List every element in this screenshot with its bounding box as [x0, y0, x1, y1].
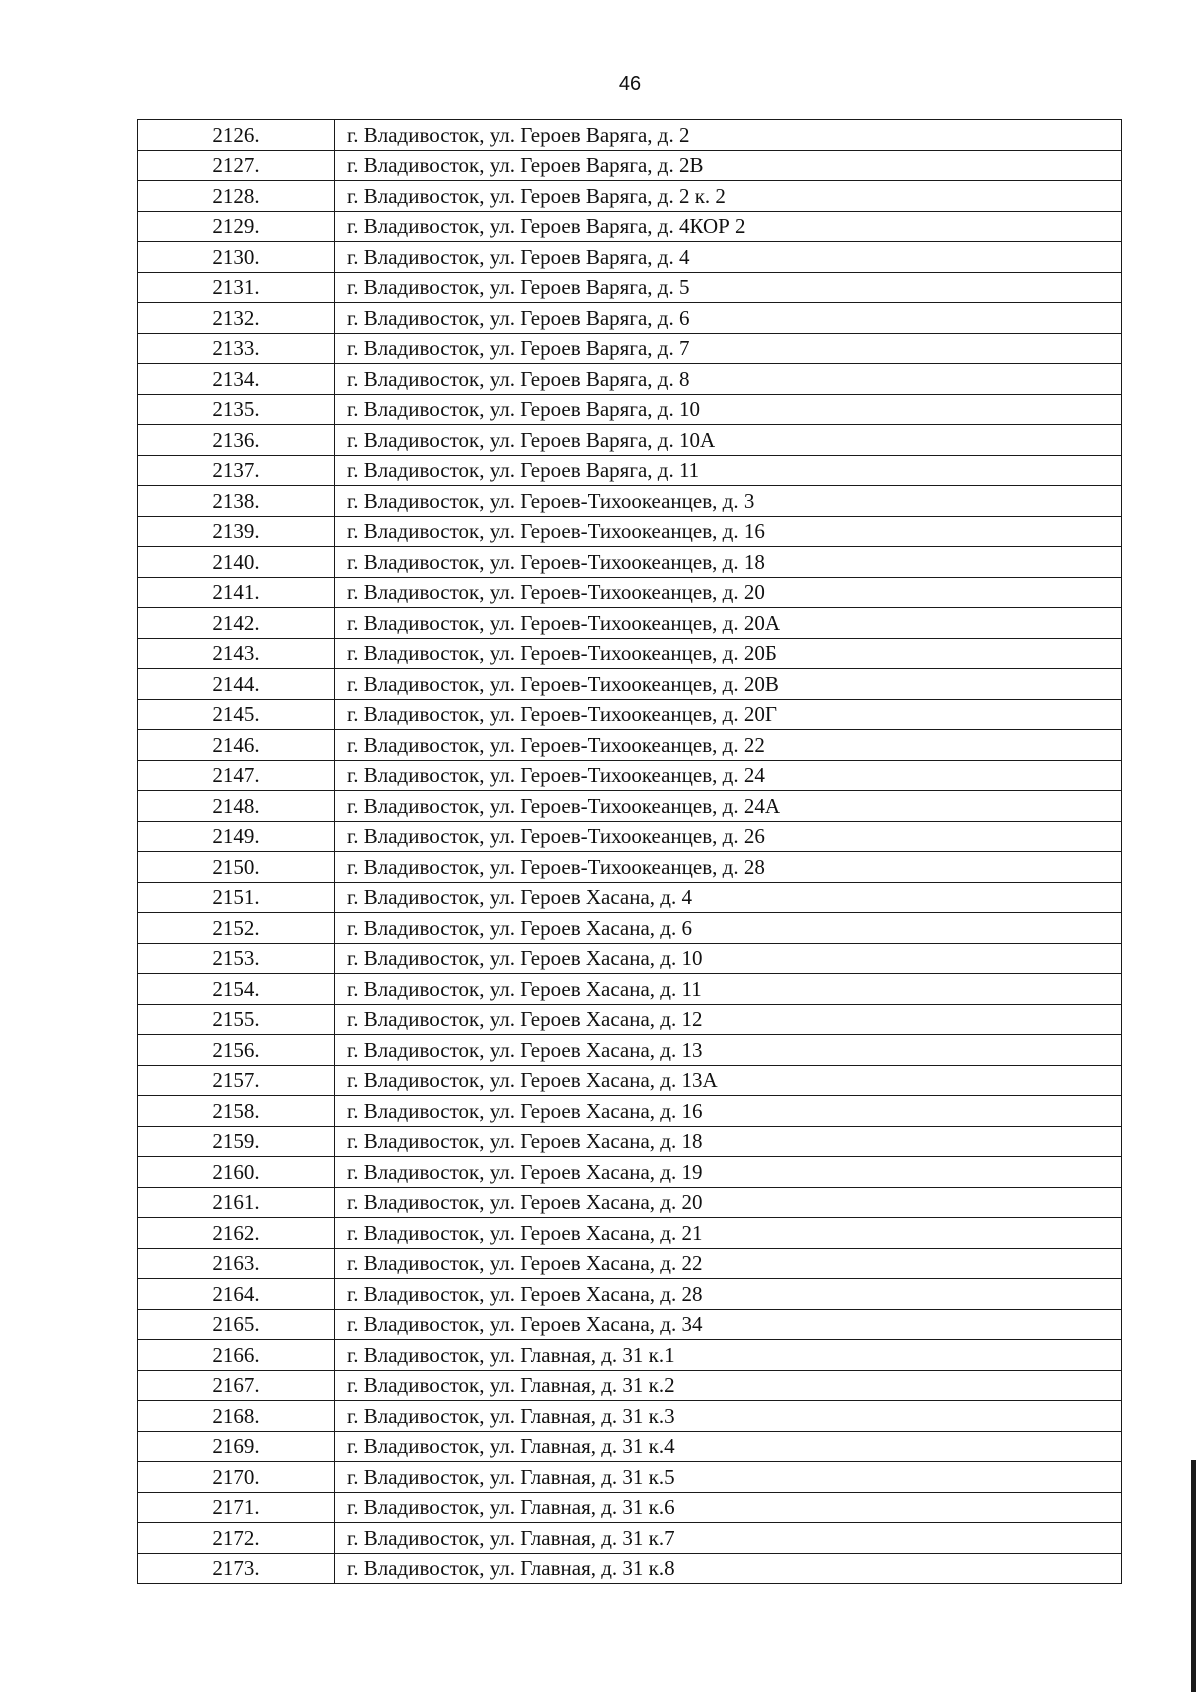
address-cell: г. Владивосток, ул. Героев-Тихоокеанцев, д. 18	[335, 547, 1122, 578]
row-number-cell: 2135.	[138, 394, 335, 425]
address-cell: г. Владивосток, ул. Героев-Тихоокеанцев, д. 22	[335, 730, 1122, 761]
address-cell: г. Владивосток, ул. Героев-Тихоокеанцев, д. 24А	[335, 791, 1122, 822]
table-row	[138, 364, 1122, 395]
row-number-cell: 2158.	[138, 1096, 335, 1127]
table-row	[138, 791, 1122, 822]
address-cell: г. Владивосток, ул. Героев Варяга, д. 5	[335, 272, 1122, 303]
address-table	[137, 119, 1122, 1584]
table-row	[138, 394, 1122, 425]
table-row	[138, 760, 1122, 791]
address-cell: г. Владивосток, ул. Героев Варяга, д. 7	[335, 333, 1122, 364]
address-cell: г. Владивосток, ул. Героев Хасана, д. 6	[335, 913, 1122, 944]
row-number-cell: 2164.	[138, 1279, 335, 1310]
address-cell: г. Владивосток, ул. Главная, д. 31 к.2	[335, 1370, 1122, 1401]
row-number-cell: 2172.	[138, 1523, 335, 1554]
row-number-cell: 2154.	[138, 974, 335, 1005]
row-number-cell: 2149.	[138, 821, 335, 852]
address-cell: г. Владивосток, ул. Героев Хасана, д. 12	[335, 1004, 1122, 1035]
table-row	[138, 1553, 1122, 1584]
row-number-cell: 2170.	[138, 1462, 335, 1493]
row-number-cell: 2150.	[138, 852, 335, 883]
address-cell: г. Владивосток, ул. Главная, д. 31 к.4	[335, 1431, 1122, 1462]
table-row	[138, 181, 1122, 212]
address-cell: г. Владивосток, ул. Героев Хасана, д. 28	[335, 1279, 1122, 1310]
row-number-cell: 2142.	[138, 608, 335, 639]
table-row	[138, 1096, 1122, 1127]
row-number-cell: 2141.	[138, 577, 335, 608]
address-cell: г. Владивосток, ул. Героев-Тихоокеанцев, д. 3	[335, 486, 1122, 517]
table-row	[138, 1340, 1122, 1371]
table-row	[138, 1492, 1122, 1523]
row-number-cell: 2157.	[138, 1065, 335, 1096]
row-number-cell: 2165.	[138, 1309, 335, 1340]
address-cell: г. Владивосток, ул. Героев Хасана, д. 20	[335, 1187, 1122, 1218]
row-number-cell: 2163.	[138, 1248, 335, 1279]
table-row	[138, 547, 1122, 578]
address-cell: г. Владивосток, ул. Героев Хасана, д. 13	[335, 1035, 1122, 1066]
address-cell: г. Владивосток, ул. Героев-Тихоокеанцев, д. 20В	[335, 669, 1122, 700]
address-cell: г. Владивосток, ул. Главная, д. 31 к.7	[335, 1523, 1122, 1554]
table-row	[138, 1370, 1122, 1401]
table-row	[138, 852, 1122, 883]
row-number-cell: 2138.	[138, 486, 335, 517]
table-row	[138, 242, 1122, 273]
address-cell: г. Владивосток, ул. Героев Хасана, д. 16	[335, 1096, 1122, 1127]
row-number-cell: 2168.	[138, 1401, 335, 1432]
table-row	[138, 1462, 1122, 1493]
table-row	[138, 1187, 1122, 1218]
table-row	[138, 1157, 1122, 1188]
table-row	[138, 1035, 1122, 1066]
row-number-cell: 2144.	[138, 669, 335, 700]
table-row	[138, 211, 1122, 242]
table-row	[138, 303, 1122, 334]
table-row	[138, 1309, 1122, 1340]
table-row	[138, 943, 1122, 974]
address-cell: г. Владивосток, ул. Героев Хасана, д. 11	[335, 974, 1122, 1005]
row-number-cell: 2133.	[138, 333, 335, 364]
row-number-cell: 2167.	[138, 1370, 335, 1401]
row-number-cell: 2146.	[138, 730, 335, 761]
row-number-cell: 2129.	[138, 211, 335, 242]
address-cell: г. Владивосток, ул. Главная, д. 31 к.3	[335, 1401, 1122, 1432]
address-cell: г. Владивосток, ул. Главная, д. 31 к.8	[335, 1553, 1122, 1584]
row-number-cell: 2131.	[138, 272, 335, 303]
table-row	[138, 120, 1122, 151]
row-number-cell: 2162.	[138, 1218, 335, 1249]
row-number-cell: 2143.	[138, 638, 335, 669]
row-number-cell: 2139.	[138, 516, 335, 547]
row-number-cell: 2159.	[138, 1126, 335, 1157]
table-row	[138, 638, 1122, 669]
table-row	[138, 669, 1122, 700]
table-row	[138, 974, 1122, 1005]
row-number-cell: 2166.	[138, 1340, 335, 1371]
row-number-cell: 2136.	[138, 425, 335, 456]
row-number-cell: 2128.	[138, 181, 335, 212]
row-number-cell: 2151.	[138, 882, 335, 913]
table-row	[138, 1523, 1122, 1554]
table-row	[138, 1065, 1122, 1096]
table-row	[138, 1248, 1122, 1279]
row-number-cell: 2134.	[138, 364, 335, 395]
address-cell: г. Владивосток, ул. Героев Варяга, д. 2	[335, 120, 1122, 151]
address-cell: г. Владивосток, ул. Героев Хасана, д. 19	[335, 1157, 1122, 1188]
table-row	[138, 150, 1122, 181]
row-number-cell: 2152.	[138, 913, 335, 944]
table-row	[138, 1126, 1122, 1157]
row-number-cell: 2148.	[138, 791, 335, 822]
page-number: 46	[618, 73, 642, 95]
address-cell: г. Владивосток, ул. Героев-Тихоокеанцев, д. 20	[335, 577, 1122, 608]
table-row	[138, 608, 1122, 639]
row-number-cell: 2155.	[138, 1004, 335, 1035]
table-row	[138, 577, 1122, 608]
address-cell: г. Владивосток, ул. Героев Варяга, д. 11	[335, 455, 1122, 486]
table-row	[138, 272, 1122, 303]
address-cell: г. Владивосток, ул. Героев-Тихоокеанцев, д. 20Г	[335, 699, 1122, 730]
address-table-body	[138, 120, 1122, 1584]
row-number-cell: 2130.	[138, 242, 335, 273]
address-cell: г. Владивосток, ул. Героев-Тихоокеанцев, д. 26	[335, 821, 1122, 852]
address-cell: г. Владивосток, ул. Героев-Тихоокеанцев, д. 28	[335, 852, 1122, 883]
table-row	[138, 486, 1122, 517]
row-number-cell: 2132.	[138, 303, 335, 334]
table-row	[138, 1218, 1122, 1249]
address-cell: г. Владивосток, ул. Героев Варяга, д. 2 к. 2	[335, 181, 1122, 212]
row-number-cell: 2153.	[138, 943, 335, 974]
row-number-cell: 2147.	[138, 760, 335, 791]
row-number-cell: 2126.	[138, 120, 335, 151]
row-number-cell: 2137.	[138, 455, 335, 486]
row-number-cell: 2140.	[138, 547, 335, 578]
address-cell: г. Владивосток, ул. Героев Варяга, д. 4КОР 2	[335, 211, 1122, 242]
scan-edge-mark	[1191, 1460, 1196, 1692]
row-number-cell: 2145.	[138, 699, 335, 730]
row-number-cell: 2169.	[138, 1431, 335, 1462]
table-row	[138, 699, 1122, 730]
address-cell: г. Владивосток, ул. Героев Варяга, д. 10	[335, 394, 1122, 425]
address-cell: г. Владивосток, ул. Героев Варяга, д. 8	[335, 364, 1122, 395]
table-row	[138, 1431, 1122, 1462]
address-cell: г. Владивосток, ул. Героев Хасана, д. 22	[335, 1248, 1122, 1279]
address-cell: г. Владивосток, ул. Героев Варяга, д. 4	[335, 242, 1122, 273]
address-cell: г. Владивосток, ул. Главная, д. 31 к.6	[335, 1492, 1122, 1523]
address-cell: г. Владивосток, ул. Героев Хасана, д. 4	[335, 882, 1122, 913]
table-row	[138, 1279, 1122, 1310]
address-cell: г. Владивосток, ул. Героев-Тихоокеанцев, д. 20А	[335, 608, 1122, 639]
address-cell: г. Владивосток, ул. Главная, д. 31 к.1	[335, 1340, 1122, 1371]
table-row	[138, 913, 1122, 944]
row-number-cell: 2127.	[138, 150, 335, 181]
row-number-cell: 2156.	[138, 1035, 335, 1066]
address-cell: г. Владивосток, ул. Героев Варяга, д. 10А	[335, 425, 1122, 456]
address-cell: г. Владивосток, ул. Героев-Тихоокеанцев, д. 24	[335, 760, 1122, 791]
row-number-cell: 2161.	[138, 1187, 335, 1218]
address-cell: г. Владивосток, ул. Героев Хасана, д. 10	[335, 943, 1122, 974]
table-row	[138, 333, 1122, 364]
table-row	[138, 516, 1122, 547]
table-row	[138, 1401, 1122, 1432]
table-row	[138, 821, 1122, 852]
row-number-cell: 2171.	[138, 1492, 335, 1523]
address-cell: г. Владивосток, ул. Героев Хасана, д. 18	[335, 1126, 1122, 1157]
row-number-cell: 2173.	[138, 1553, 335, 1584]
address-cell: г. Владивосток, ул. Героев Варяга, д. 6	[335, 303, 1122, 334]
address-cell: г. Владивосток, ул. Героев-Тихоокеанцев, д. 20Б	[335, 638, 1122, 669]
address-cell: г. Владивосток, ул. Героев Хасана, д. 34	[335, 1309, 1122, 1340]
address-cell: г. Владивосток, ул. Главная, д. 31 к.5	[335, 1462, 1122, 1493]
address-cell: г. Владивосток, ул. Героев Варяга, д. 2В	[335, 150, 1122, 181]
row-number-cell: 2160.	[138, 1157, 335, 1188]
table-row	[138, 1004, 1122, 1035]
address-cell: г. Владивосток, ул. Героев Хасана, д. 13А	[335, 1065, 1122, 1096]
table-row	[138, 882, 1122, 913]
table-row	[138, 425, 1122, 456]
address-cell: г. Владивосток, ул. Героев Хасана, д. 21	[335, 1218, 1122, 1249]
table-row	[138, 455, 1122, 486]
address-cell: г. Владивосток, ул. Героев-Тихоокеанцев, д. 16	[335, 516, 1122, 547]
table-row	[138, 730, 1122, 761]
